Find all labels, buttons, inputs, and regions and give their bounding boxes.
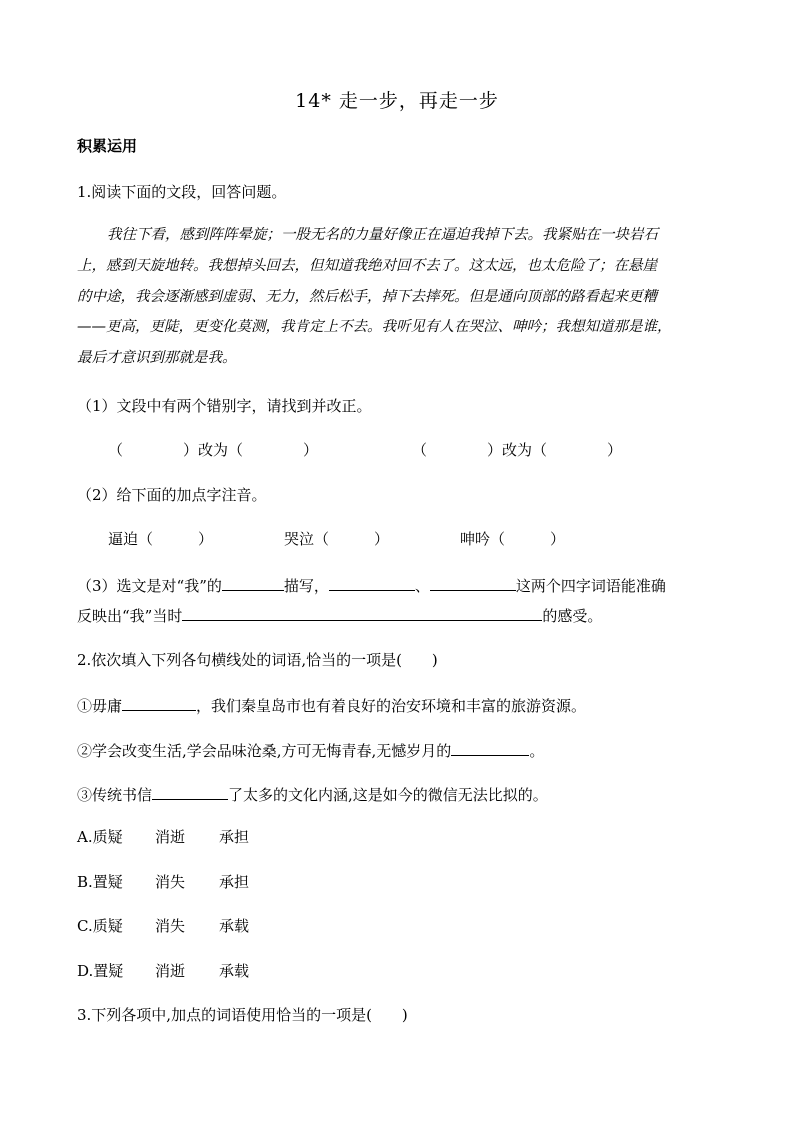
answer-blank[interactable] <box>222 574 284 591</box>
option-label: C.质疑 <box>77 917 123 935</box>
passage-line: ——更高，更陡，更变化莫测，我肯定上不去。我听见有人在哭泣、呻吟；我想知道那是谁， <box>77 319 672 336</box>
answer-blank[interactable] <box>329 574 415 591</box>
answer-blank[interactable] <box>122 694 196 711</box>
sentence-text: ，我们秦皇岛市也有着良好的治安环境和丰富的旅游资源。 <box>196 697 587 715</box>
passage-line: 上，感到天旋地转。我想掉头回去，但知道我绝对回不去了。这太远，也太危险了；在悬崖 <box>77 257 657 274</box>
q1-sub3-text: 反映出“我”当时 <box>77 607 183 625</box>
sentence-text: ①毋庸 <box>77 697 123 715</box>
q1-sub3-text: （3）选文是对“我”的 <box>77 577 222 595</box>
option-d[interactable] <box>77 961 249 981</box>
q1-sub3-text: 描写， <box>283 577 329 595</box>
q1-sub3-text: 这两个四字词语能准确 <box>515 577 666 595</box>
q2-sentence-1 <box>77 694 586 716</box>
passage-line: 的中途，我会逐渐感到虚弱、无力，然后松手，掉下去摔死。但是通向顶部的路看起来更糟 <box>77 288 657 305</box>
option-word: 承担 <box>219 873 250 891</box>
option-c[interactable] <box>77 916 249 936</box>
answer-blank[interactable] <box>182 604 542 621</box>
option-word: 承载 <box>219 917 250 935</box>
q2-stem: 2.依次填入下列各句横线处的词语,恰当的一项是( ) <box>77 651 438 669</box>
section-heading: 积累运用 <box>77 137 138 155</box>
option-label: D.置疑 <box>77 962 124 980</box>
option-word: 消逝 <box>155 828 186 846</box>
option-word: 承载 <box>219 962 250 980</box>
sentence-text: 。 <box>529 742 545 760</box>
sentence-text: ②学会改变生活,学会品味沧桑,方可无悔青春,无憾岁月的 <box>77 742 452 760</box>
answer-blank[interactable] <box>451 739 529 756</box>
q1-stem: 1.阅读下面的文段，回答问题。 <box>77 183 287 201</box>
q1-sub1: （1）文段中有两个错别字，请找到并改正。 <box>77 397 372 415</box>
sentence-text: 了太多的文化内涵,这是如今的微信无法比拟的。 <box>228 786 548 804</box>
option-word: 消失 <box>155 917 186 935</box>
pinyin-item: 逼迫（ ） <box>108 530 214 548</box>
page-title: 14* 走一步，再走一步 <box>295 90 499 112</box>
q3-stem: 3.下列各项中,加点的词语使用恰当的一项是( ) <box>77 1006 408 1024</box>
answer-blank[interactable] <box>152 783 228 800</box>
option-word: 承担 <box>219 828 250 846</box>
q1-sub3-line1 <box>77 574 666 596</box>
q1-sub3-line2 <box>77 604 602 626</box>
passage-line: 我往下看，感到阵阵晕旋；一股无名的力量好像正在逼迫我掉下去。我紧贴在一块岩石 <box>107 227 658 243</box>
q1-sub1-fill-b: （ ）改为（ ） <box>412 441 623 459</box>
passage-line: 最后才意识到那就是我。 <box>77 350 237 367</box>
q2-sentence-3 <box>77 783 548 805</box>
option-a[interactable] <box>77 827 249 847</box>
q2-sentence-2 <box>77 739 544 761</box>
q1-sub3-text: 的感受。 <box>542 607 603 625</box>
option-word: 消失 <box>155 873 186 891</box>
q1-sub1-fill-a: （ ）改为（ ） <box>108 441 319 459</box>
reading-passage <box>77 220 719 374</box>
q1-sub2: （2）给下面的加点字注音。 <box>77 486 267 504</box>
answer-blank[interactable] <box>430 574 516 591</box>
option-label: A.质疑 <box>77 828 123 846</box>
pinyin-item: 哭泣（ ） <box>284 530 390 548</box>
option-b[interactable] <box>77 872 249 892</box>
option-label: B.置疑 <box>77 873 123 891</box>
pinyin-item: 呻吟（ ） <box>460 530 566 548</box>
q1-sub3-text: 、 <box>414 577 430 595</box>
sentence-text: ③传统书信 <box>77 786 153 804</box>
option-word: 消逝 <box>155 962 186 980</box>
